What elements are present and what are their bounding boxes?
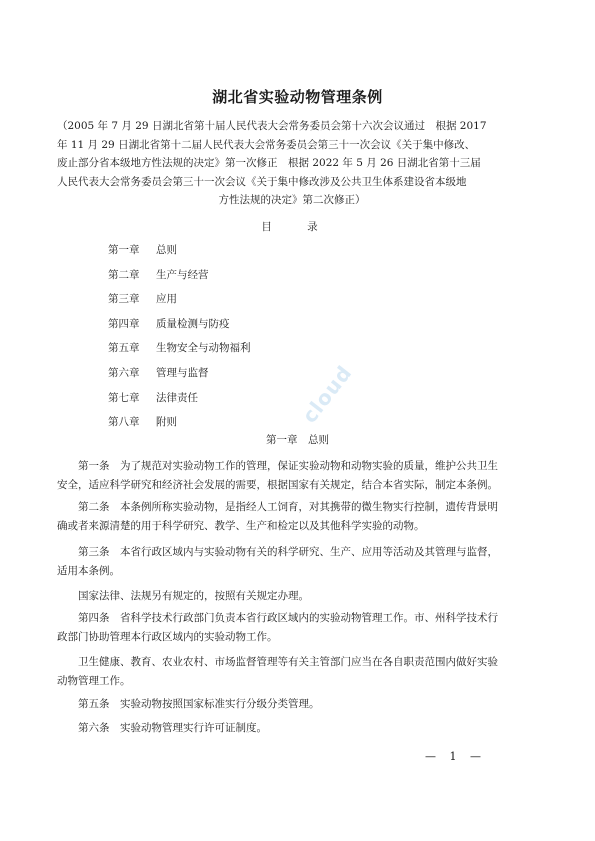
article-line: 第一条 为了规范对实验动物工作的管理，保证实验动物和动物实验的质量，维护公共卫生 <box>78 460 498 472</box>
article-line: 第六条 实验动物管理实行许可证制度。 <box>78 722 267 734</box>
table-of-contents <box>108 242 251 439</box>
cloud-watermark: cloud <box>297 360 357 428</box>
article-4-paragraph-2 <box>57 653 543 691</box>
toc-item <box>108 242 251 267</box>
article-line: 安全，适应科学研究和经济社会发展的需要，根据国家有关规定，结合本省实际，制定本条例。 <box>57 478 498 491</box>
toc-chapter-name: 法律责任 <box>156 391 198 404</box>
toc-chapter-number: 第七章 <box>108 391 140 404</box>
adoption-note-line: 人民代表大会常务委员会第三十一次会议《关于集中修改涉及公共卫生体系建设省本级地 <box>57 175 467 188</box>
toc-chapter-number: 第六章 <box>108 366 140 379</box>
adoption-note-line: 年 11 月 29 日湖北省第十二届人民代表大会常务委员会第三十一次会议《关于集中修改、 <box>57 138 476 151</box>
article-line: 动物管理工作。 <box>57 674 131 687</box>
toc-chapter-name: 管理与监督 <box>156 366 209 379</box>
article-line: 适用本条例。 <box>57 564 120 577</box>
toc-item <box>108 316 251 341</box>
article-6 <box>57 719 543 738</box>
article-3 <box>57 543 543 581</box>
article-line: 国家法律、法规另有规定的，按照有关规定办理。 <box>78 590 309 602</box>
toc-item <box>108 267 251 292</box>
article-5 <box>57 695 543 714</box>
toc-chapter-number: 第一章 <box>108 244 140 256</box>
adoption-note-line: （2005 年 7 月 29 日湖北省第十届人民代表大会常务委员会第十六次会议通过 根据 2017 <box>57 120 487 132</box>
toc-chapter-number: 第五章 <box>108 342 140 355</box>
toc-chapter-name: 生产与经营 <box>156 268 209 281</box>
toc-item <box>108 365 251 390</box>
article-2 <box>57 498 543 536</box>
article-line: 第二条 本条例所称实验动物，是指经人工饲育，对其携带的微生物实行控制，遗传背景明 <box>78 501 498 513</box>
page-number: — 1 — <box>425 750 486 763</box>
toc-item <box>108 390 251 415</box>
article-line: 第三条 本省行政区域内与实验动物有关的科学研究、生产、应用等活动及其管理与监督， <box>78 546 498 558</box>
toc-chapter-number: 第四章 <box>108 317 140 330</box>
article-line: 政部门协助管理本行政区域内的实验动物工作。 <box>57 630 278 643</box>
toc-item <box>108 340 251 365</box>
article-1 <box>57 457 543 495</box>
table-of-contents-heading: 目 录 <box>261 221 334 233</box>
chapter-heading: 第一章 总则 <box>266 434 329 446</box>
toc-chapter-name: 附则 <box>156 416 177 429</box>
toc-chapter-name: 质量检测与防疫 <box>156 317 230 330</box>
toc-chapter-number: 第二章 <box>108 268 140 281</box>
article-3-paragraph-2 <box>57 587 543 606</box>
toc-chapter-name: 生物安全与动物福利 <box>156 342 251 355</box>
toc-chapter-number: 第三章 <box>108 293 140 306</box>
article-4 <box>57 609 543 647</box>
toc-chapter-name: 应用 <box>156 293 177 306</box>
toc-chapter-number: 第八章 <box>108 416 140 429</box>
toc-chapter-name: 总则 <box>156 244 177 256</box>
document-title: 湖北省实验动物管理条例 <box>212 88 383 106</box>
adoption-note <box>57 117 527 210</box>
toc-item <box>108 291 251 316</box>
article-line: 卫生健康、教育、农业农村、市场监督管理等有关主管部门应当在各自职责范围内做好实验 <box>78 656 498 668</box>
adoption-note-line: 废止部分省本级地方性法规的决定》第一次修正 根据 2022 年 5 月 26 日湖北省第十三届 <box>57 157 481 170</box>
article-line: 确或者来源清楚的用于科学研究、教学、生产和检定以及其他科学实验的动物。 <box>57 519 425 532</box>
article-line: 第四条 省科学技术行政部门负责本省行政区域内的实验动物管理工作。市、州科学技术行 <box>78 612 498 624</box>
adoption-note-line: 方性法规的决定》第二次修正） <box>218 194 366 207</box>
article-line: 第五条 实验动物按照国家标准实行分级分类管理。 <box>78 698 320 710</box>
